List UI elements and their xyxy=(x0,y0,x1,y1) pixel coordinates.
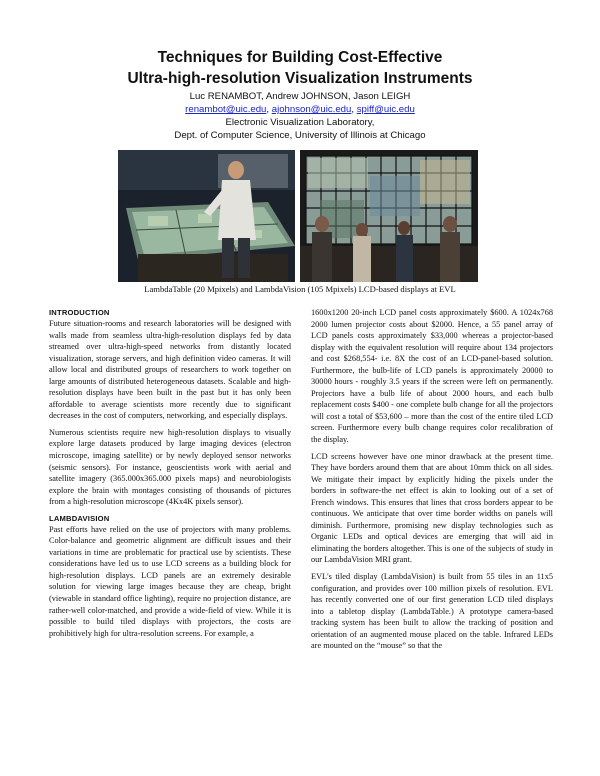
left-column xyxy=(49,307,291,644)
affiliation-department: Dept. of Computer Science, University of Illinois at Chicago xyxy=(174,130,426,141)
paper-title-line-2: Ultra-high-resolution Visualization Instruments xyxy=(127,70,473,87)
heading-lambdavision: LAMBDAVISION xyxy=(49,513,110,523)
email-link-ajohnson[interactable]: ajohnson@uic.edu xyxy=(271,104,352,115)
heading-introduction: INTRODUCTION xyxy=(49,308,110,317)
lambdatable-photo xyxy=(118,150,295,282)
tiled-display-paragraph: EVL's tiled display (LambdaVision) is built from 55 tiles in an 11x5 configuration, and provides over 100 million pixels of resolution. EVL has recently converted one of our first generation LCD tiled displays into a tabletop display (LambdaTable.) A prototype camera-based tracking system has been built to allow the tracking of position and orientation of an augmented mouse placed on the table. Infrared LEDs are mounted on the “mouse” so that the xyxy=(311,572,553,651)
affiliation-lab: Electronic Visualization Laboratory, xyxy=(225,117,375,128)
lambdavision-paragraph-1: Past efforts have relied on the use of projectors with many problems. Color-balance and geometric alignment are difficult issues and their variations in time are problematic for practical use by scientists. These considerations have led us to use LCD screens as a building block for high-resolution displays. LCD panels are an extremely desirable solution for viewing large images because they are cheap, bright (viewable in standard office lighting), require no projection distance, are rather-well color-matched, and provide a wide-field of view. While it is possible to build tiled displays with projectors, the costs are prohibitively high for ultra-resolution screens. For example, a xyxy=(49,524,291,638)
right-column xyxy=(311,307,553,657)
email-link-spiff[interactable]: spiff@uic.edu xyxy=(356,104,415,115)
paper-title-line-1: Techniques for Building Cost-Effective xyxy=(157,49,443,66)
cost-paragraph: 1600x1200 20-inch LCD panel costs approximately $600. A 1024x768 2000 lumen projector costs about $2000. Hence, a 55 panel array of LCD panels costs approximately $33,000 whereas a projector-based display with the equivalent resolution will require about 134 projectors and cost $268,554- i.e. 8X the cost of an LCD-panel-based solution. Furthermore, the bulb-life of LCD panels is approximately 20000 to 30000 hours - roughly 3.5 years if the screen were left on permanently. Projectors have a bulb life of about 2000 hours, and each bulb replacement costs $400 - one complete bulb change for all the projectors will cost a total of $53,600 – more than the cost of the entire tiled LCD screen. Furthermore every bulb change requires color recalibration of the display. xyxy=(311,308,553,445)
email-separator: , xyxy=(266,104,272,115)
lambdavision-illustration xyxy=(300,150,478,282)
email-separator: , xyxy=(351,104,357,115)
intro-paragraph-1: Future situation-rooms and research laboratories will be designed with walls made from seamless ultra-high-resolution displays fed by data streamed over ultra-high-speed networks from distantly located visualization, storage servers, and high definition video cameras. It will allow local and distributed groups of researchers to work together on large amounts of distributed heterogeneous datasets. Scalable and high-resolution displays have been built in the past but it has only been affordable to average scientists more recently due to significant decreases in the cost of computers, networking, and especially displays. xyxy=(49,319,291,421)
lambdavision-photo xyxy=(300,150,478,282)
intro-paragraph-2: Numerous scientists require new high-resolution displays to visually explore large datasets produced by large imaging devices (electron microscope, imaging satellite) or by newly deployed sensor networks (seismic sensors). For instance, geoscientists work with aerial and satellite imagery (365.000x365.000 pixels maps) and neurobiologists explore the brain with montages consisting of thousands of pictures from a high-resolution microscope (4Kx4K pixels sensor). xyxy=(49,427,291,507)
figure-caption: LambdaTable (20 Mpixels) and LambdaVision (105 Mpixels) LCD-based displays at EVL xyxy=(144,284,456,294)
author-list: Luc RENAMBOT, Andrew JOHNSON, Jason LEIGH xyxy=(189,91,411,102)
email-link-renambot[interactable]: renambot@uic.edu xyxy=(185,104,267,115)
lambdatable-illustration xyxy=(118,150,295,282)
borders-paragraph: LCD screens however have one minor drawback at the present time. They have borders around them that are about 10mm thick on all sides. We mitigate their impact by explicitly hiding the pixels under the borders in software-the net effect is akin to looking out of a set of French windows. This ensures that lines that cross borders appear to be continuous. We anticipate that over time border widths on panels will diminish. Furthermore, promising new display technologies such as Organic LEDs and optical devices are emerging that will aid in eliminating the borders altogether. This is one of the subjects of study in our LambdaVision MRI grant. xyxy=(311,451,553,565)
author-emails xyxy=(0,103,600,116)
